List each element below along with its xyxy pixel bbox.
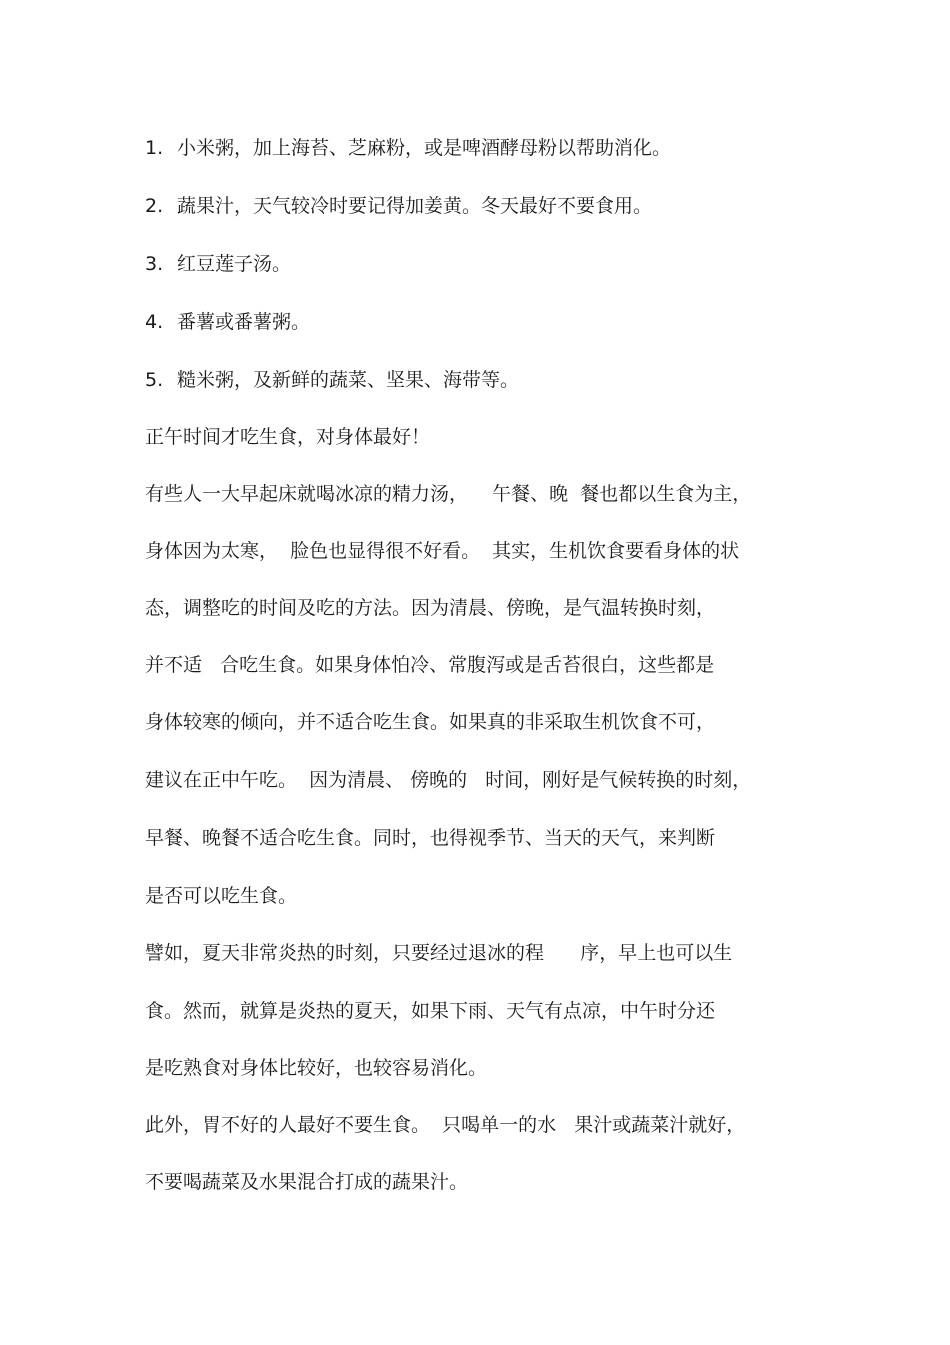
list-item bbox=[145, 136, 671, 160]
paragraph-line: 态，调整吃的时间及吃的方法。因为清晨、傍晚，是气温转换时刻， bbox=[145, 597, 716, 619]
list-item bbox=[145, 310, 310, 334]
list-item bbox=[145, 194, 652, 218]
paragraph-line: 并不适 合吃生食。如果身体怕冷、常腹泻或是舌苔很白，这些都是 bbox=[145, 654, 715, 676]
list-item-text: 番薯或番薯粥。 bbox=[177, 311, 311, 333]
paragraph-line: 譬如，夏天非常炎热的时刻，只要经过退冰的程 序，早上也可以生 bbox=[145, 942, 733, 964]
paragraph-line: 有些人一大早起床就喝冰凉的精力汤， 午餐、晚 餐也都以生食为主， bbox=[145, 483, 752, 505]
list-item-number: 3. bbox=[145, 253, 164, 275]
section-heading: 正午时间才吃生食，对身体最好！ bbox=[145, 426, 431, 448]
list-item-text: 红豆莲子汤。 bbox=[177, 253, 292, 275]
paragraph-line: 不要喝蔬菜及水果混合打成的蔬果汁。 bbox=[145, 1171, 469, 1193]
paragraph-line: 食。然而，就算是炎热的夏天，如果下雨、天气有点凉，中午时分还 bbox=[145, 1000, 716, 1022]
list-item-number: 2. bbox=[145, 195, 164, 217]
list-item bbox=[145, 368, 519, 392]
paragraph-line: 早餐、晚餐不适合吃生食。同时，也得视季节、当天的天气，来判断 bbox=[145, 827, 716, 849]
list-item-number: 5. bbox=[145, 369, 164, 391]
paragraph-line: 是否可以吃生食。 bbox=[145, 885, 298, 907]
list-item-text: 小米粥，加上海苔、芝麻粉，或是啤酒酵母粉以帮助消化。 bbox=[177, 137, 672, 159]
paragraph-line: 此外，胃不好的人最好不要生食。 只喝单一的水 果汁或蔬菜汁就好， bbox=[145, 1114, 746, 1136]
list-item-text: 糙米粥，及新鲜的蔬菜、坚果、海带等。 bbox=[177, 369, 520, 391]
list-item-number: 4. bbox=[145, 311, 164, 333]
paragraph-line: 是吃熟食对身体比较好，也较容易消化。 bbox=[145, 1057, 488, 1079]
paragraph-line: 建议在正中午吃。 因为清晨、 傍晚的 时间，刚好是气候转换的时刻， bbox=[145, 769, 752, 791]
list-item-number: 1. bbox=[145, 137, 164, 159]
paragraph-line: 身体较寒的倾向，并不适合吃生食。如果真的非采取生机饮食不可， bbox=[145, 711, 716, 733]
paragraph-line: 身体因为太寒， 脸色也显得很不好看。 其实，生机饮食要看身体的状 bbox=[145, 540, 740, 562]
list-item-text: 蔬果汁，天气较冷时要记得加姜黄。冬天最好不要食用。 bbox=[177, 195, 653, 217]
list-item bbox=[145, 252, 291, 276]
